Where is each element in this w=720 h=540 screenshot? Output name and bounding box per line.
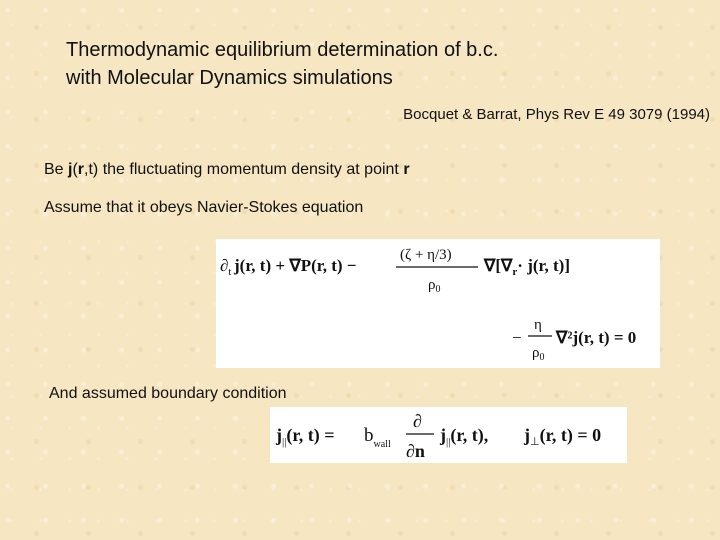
eq-ns-lead: $\partial_t$ [220, 256, 232, 278]
title-line-2: with Molecular Dynamics simulations [66, 67, 393, 89]
eq-ns-line2-sign: − [512, 328, 522, 347]
navier-stokes-assumption: Assume that it obeys Navier-Stokes equation [44, 199, 364, 216]
statement-r2: r [403, 161, 410, 178]
boundary-condition-label: And assumed boundary condition [49, 385, 287, 402]
navier-stokes-equation [216, 239, 660, 368]
title-line-1: Thermodynamic equilibrium determination of b.c. [66, 39, 499, 61]
bc-derivative-denominator: ∂n [406, 441, 425, 461]
eq-ns-coef1-numerator: (ζ + η/3) [400, 247, 452, 263]
statement-r: r [77, 161, 85, 178]
boundary-condition-equation [270, 407, 627, 463]
eq-ns-term2: $\nabla[\nabla_r\cdot j(r$, t)] [484, 256, 571, 278]
bc-rhs2: $j_\perp(r$, t) = 0 [524, 425, 602, 448]
bc-lhs: $j_{||}(r$, t) = [276, 425, 335, 448]
bc-derivative-numerator: ∂ [413, 411, 422, 431]
eq-ns-line2-tail: ∇²j(r, t) = 0 [556, 328, 637, 347]
statement-mid: ( [72, 161, 78, 178]
reference-citation: Bocquet & Barrat, Phys Rev E 49 3079 (1994) [403, 106, 710, 123]
boundary-condition-graphic [270, 407, 627, 463]
slide-title [66, 36, 498, 92]
eq-ns-coef2-numerator: η [534, 317, 542, 333]
statement-post: ,t) the fluctuating momentum density at point [84, 161, 404, 178]
bc-rhs1: $j_{||}(r$, t), [440, 425, 489, 448]
eq-ns-term1: j(r, t) + ∇P(r, t) − [234, 256, 357, 275]
navier-stokes-equation-graphic [216, 239, 660, 368]
eq-ns-coef2-denominator: $\rho_0$ [532, 345, 545, 363]
bc-b-symbol: $b_{wall}$ [364, 425, 391, 450]
statement-j: j [68, 161, 73, 178]
eq-ns-coef1-denominator: $\rho_0$ [428, 277, 441, 295]
statement-pre: Be [44, 161, 69, 178]
momentum-density-statement [44, 161, 410, 179]
